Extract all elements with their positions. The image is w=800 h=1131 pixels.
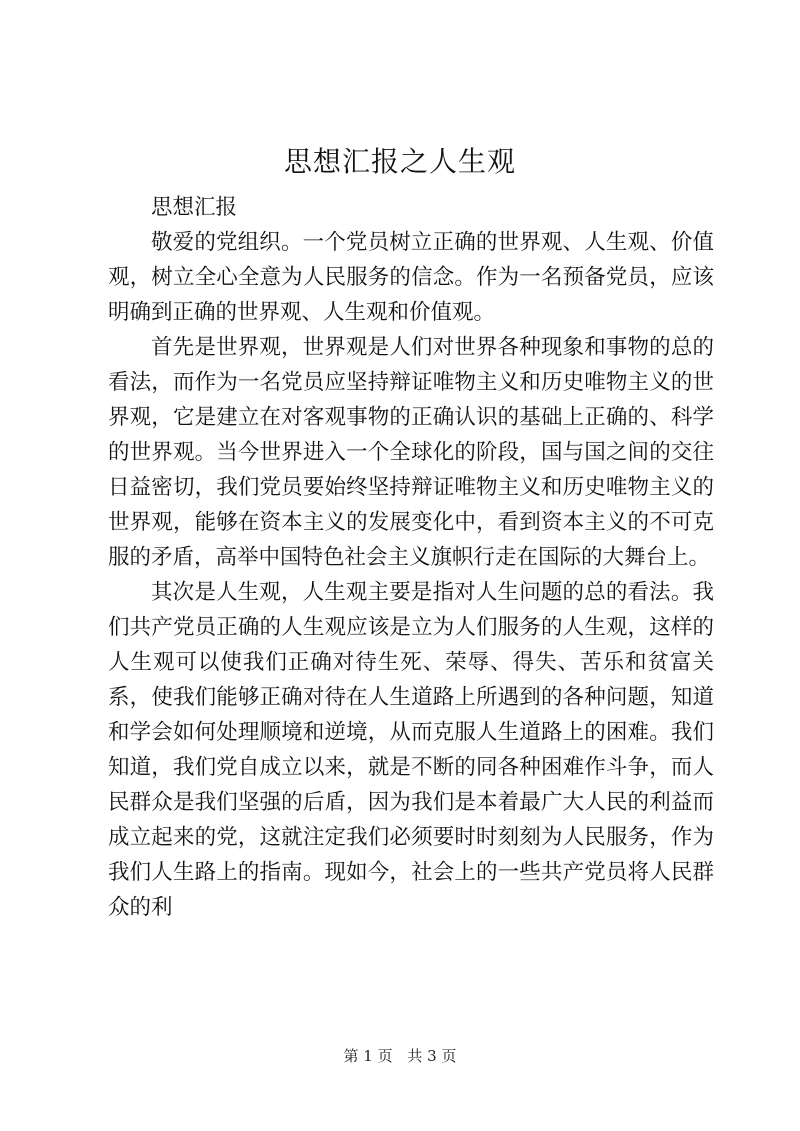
paragraph-heading: 思想汇报 (151, 195, 238, 220)
document-title: 思想汇报之人生观 (283, 145, 516, 178)
page-total: 共 3 页 (407, 1047, 457, 1065)
paragraph-outlook-on-life: 其次是人生观，人生观主要是指对人生问题的总的看法。我们共产党员正确的人生观应该是立为人们服务的人生观，这样的人生观可以使我们正确对待生死、荣辱、得失、苦乐和贫富关系，使我们能够正确对待在人生道路上所遇到的各种问题，知道和学会如何处理顺境和逆境，从而克服人生道路上的困难。我们知道，我们党自成立以来，就是不断的同各种困难作斗争，而人民群众是我们坚强的后盾，因为我们是本着最广大人民的利益而成立起来的党，这就注定我们必须要时时刻刻为人民服务，作为我们人生路上的指南。现如今，社会上的一些共产党员将人民群众的利 (108, 580, 714, 920)
paragraph-worldview: 首先是世界观，世界观是人们对世界各种现象和事物的总的看法，而作为一名党员应坚持辩证唯物主义和历史唯物主义的世界观，它是建立在对客观事物的正确认识的基础上正确的、科学的世界观。当今世界进入一个全球化的阶段，国与国之间的交往日益密切，我们党员要始终坚持辩证唯物主义和历史唯物主义的世界观，能够在资本主义的发展变化中，看到资本主义的不可克服的矛盾，高举中国特色社会主义旗帜行走在国际的大舞台上。 (108, 335, 714, 570)
paragraph-intro: 敬爱的党组织。一个党员树立正确的世界观、人生观、价值观，树立全心全意为人民服务的信念。作为一名预备党员，应该明确到正确的世界观、人生观和价值观。 (108, 230, 714, 325)
document-body (108, 190, 714, 925)
page-footer (0, 1046, 800, 1066)
page-number: 第 1 页 (343, 1047, 393, 1065)
